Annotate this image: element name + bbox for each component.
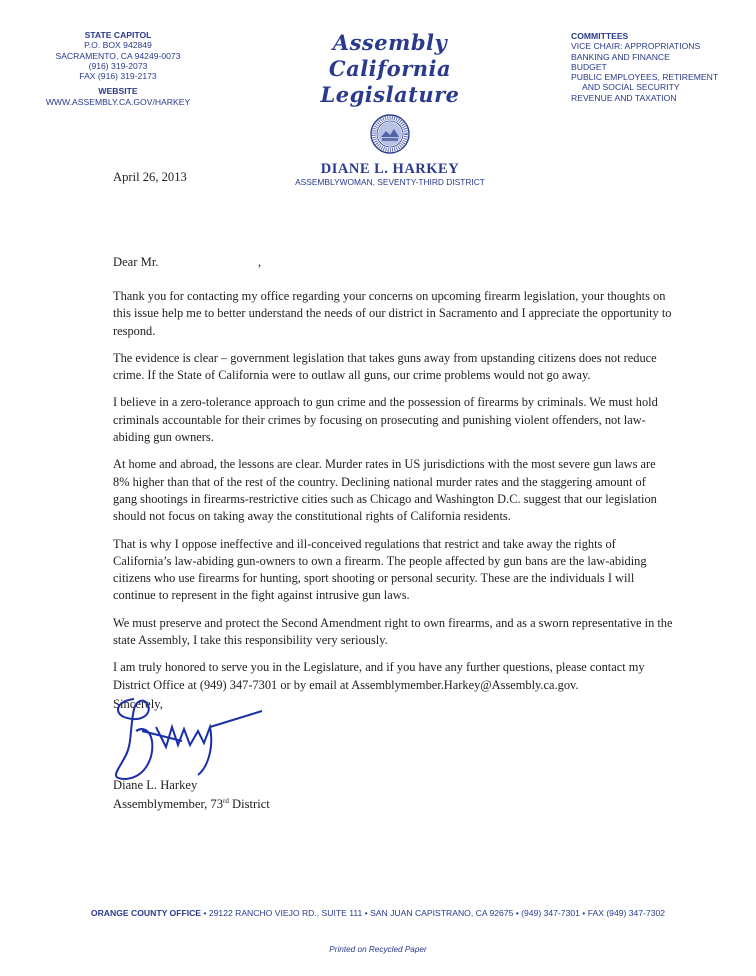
address-line: P.O. BOX 942849 <box>84 40 152 51</box>
committee-item: BANKING AND FINANCE <box>571 51 670 62</box>
body-paragraph: The evidence is clear – government legislation that takes guns away from upstanding citizens does not reduce crime. If the State of California were to outlaw all guns, our crime problems would not go away. <box>113 350 657 383</box>
office-label: ORANGE COUNTY OFFICE <box>90 908 202 918</box>
committee-item: AND SOCIAL SECURITY <box>582 82 680 93</box>
member-name: DIANE L. HARKEY <box>320 161 460 177</box>
ordinal-suffix: rd <box>223 797 229 805</box>
body-paragraph: We must preserve and protect the Second Amendment right to own firearms, and as a sworn representative in the state Assembly, I take this responsibility very seriously. <box>113 615 673 648</box>
phone-line: (916) 319-2073 <box>88 60 148 71</box>
body-paragraph: I believe in a zero-tolerance approach to gun crime and the possession of firearms by criminals. We must hold criminals accountable for their crimes by focusing on prosecuting and punishing violent offenders, not law-abiding gun owners. <box>113 395 658 445</box>
footer-address <box>0 908 756 918</box>
legislature-title: California Legislature <box>320 56 460 107</box>
letterhead-center <box>260 30 520 187</box>
body-paragraph: I am truly honored to serve you in the Legislature, and if you have any further questions, please contact my District Office at (949) 347-7301 or by email at Assemblymember.Harkey@Assembly.ca.gov. <box>113 660 645 692</box>
signer-title-district: District <box>228 797 270 812</box>
state-assembly-seal-icon <box>370 114 410 154</box>
state-capitol-contact <box>40 30 196 107</box>
signer-name: Diane L. Harkey <box>113 778 198 792</box>
salutation <box>113 255 262 270</box>
website-heading: WEBSITE <box>98 86 138 97</box>
committee-item: VICE CHAIR: APPROPRIATIONS <box>571 41 701 52</box>
fax-line: FAX (916) 319-2173 <box>79 71 157 82</box>
assembly-title: Assembly <box>332 30 448 55</box>
signer-block <box>113 777 270 812</box>
body-paragraph: That is why I oppose ineffective and ill-conceived regulations that restrict and take away the rights of California’s law-abiding gun-owners to own a firearm. The people affected by gun bans are the law-abiding citizens who use firearms for hunting, sport shooting or personal security. These are the individuals I will continue to represent in the fight against intrusive gun laws. <box>113 536 647 603</box>
salutation-text: Dear Mr. <box>113 255 159 269</box>
handwritten-signature <box>112 697 282 787</box>
state-capitol-heading: STATE CAPITOL <box>84 30 152 40</box>
signer-title-text: Assemblymember, 73 <box>113 797 224 812</box>
committees-list <box>571 31 756 103</box>
body-paragraph: At home and abroad, the lessons are clear. Murder rates in US jurisdictions with the most severe gun laws are 8% higher than that of the rest of the country. Declining national murder rates and the staggering amount of gang shootings in firearms-restrictive cities such as Chicago and Washington D.C. suggest that our legislation should not focus on taking away the constitutional rights of California residents. <box>113 457 657 524</box>
recycled-note: Printed on Recycled Paper <box>329 945 427 954</box>
closing: Sincerely, <box>113 697 163 711</box>
letter-date: April 26, 2013 <box>113 170 187 184</box>
address-line: SACRAMENTO, CA 94249-0073 <box>55 50 181 61</box>
letter-body <box>113 288 673 704</box>
committees-heading: COMMITTEES <box>571 31 629 41</box>
committee-item: BUDGET <box>571 61 607 72</box>
salutation-comma: , <box>258 255 262 269</box>
body-paragraph: Thank you for contacting my office regarding your concerns on upcoming firearm legislation, your thoughts on this issue help me to better understand the needs of our district in Sacramento and I appreciate the opportunity to respond. <box>113 289 672 338</box>
committee-item: REVENUE AND TAXATION <box>571 92 677 103</box>
website-link[interactable]: WWW.ASSEMBLY.CA.GOV/HARKEY <box>45 96 191 107</box>
member-title: ASSEMBLYWOMAN, SEVENTY-THIRD DISTRICT <box>295 177 485 187</box>
committee-item: PUBLIC EMPLOYEES, RETIREMENT <box>571 72 719 83</box>
office-address: • 29122 RANCHO VIEJO RD., SUITE 111 • SAN JUAN CAPISTRANO, CA 92675 • (949) 347-7301 • FAX (949) 347-7302 <box>201 908 666 918</box>
signer-title <box>113 793 270 812</box>
